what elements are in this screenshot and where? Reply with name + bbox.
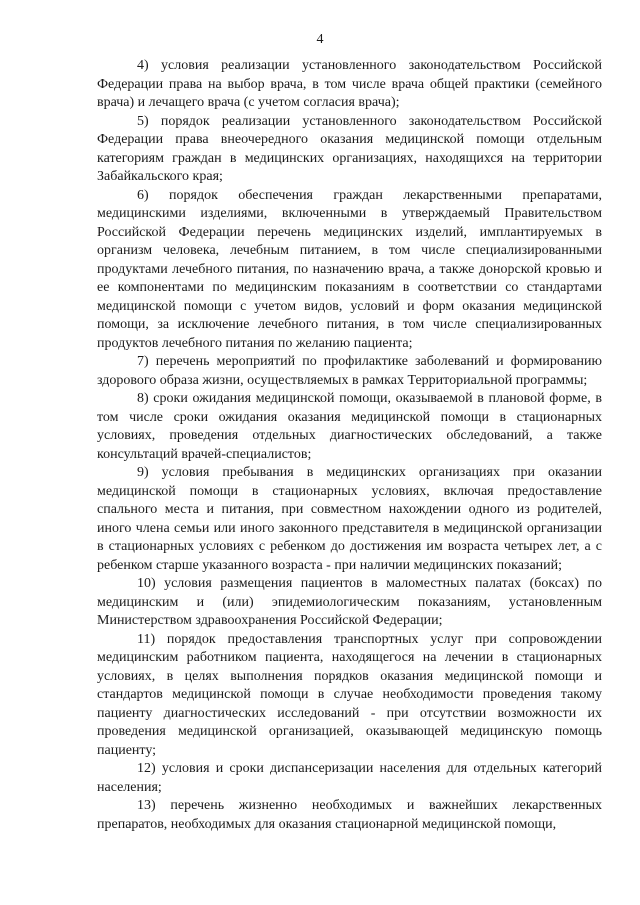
page-number: 4 <box>316 32 324 47</box>
paragraph-item-12: 12) условия и сроки диспансеризации населения для отдельных категорий населения; <box>97 761 602 795</box>
paragraph-item-11: 11) порядок предоставления транспортных услуг при сопровождении медицинским работником пациента, находящегося на лечении в стационарных условиях, в целях выполнения порядков оказания медицинской помощи и стандартов медицинской помощи в случае необходимости проведения такому пациенту диагностических исследований - при отсутствии возможности их проведения медицинской организацией, оказывающей медицинскую помощь пациенту; <box>97 631 602 758</box>
paragraph-item-7: 7) перечень мероприятий по профилактике заболеваний и формированию здорового образа жизни, осуществляемых в рамках Территориальной программы; <box>97 354 602 388</box>
paragraph-item-4: 4) условия реализации установленного законодательством Российской Федерации права на выбор врача, в том числе врача общей практики (семейного врача) и лечащего врача (с учетом согласия врача); <box>97 58 602 110</box>
document-body <box>97 57 602 834</box>
paragraph-item-8: 8) сроки ожидания медицинской помощи, оказываемой в плановой форме, в том числе сроки ожидания оказания медицинской помощи в стационарных условиях, проведения отдельных диагностических обследований, а также консультаций врачей-специалистов; <box>97 391 602 462</box>
paragraph-item-6: 6) порядок обеспечения граждан лекарственными препаратами, медицинскими изделиями, включенными в утверждаемый Правительством Российской Федерации перечень медицинских изделий, имплантируемых в организм человека, лечебным питанием, в том числе специализированными продуктами лечебного питания, по назначению врача, а также донорской кровью и ее компонентами по медицинским показаниям в соответствии со стандартами медицинской помощи с учетом видов, условий и форм оказания медицинской помощи, за исключение лечебного питания, в том числе специализированных продуктов лечебного питания по желанию пациента; <box>97 187 602 351</box>
paragraph-item-9: 9) условия пребывания в медицинских организациях при оказании медицинской помощи в стационарных условиях, включая предоставление спального места и питания, при совместном нахождении одного из родителей, иного члена семьи или иного законного представителя в медицинской организации в стационарных условиях с ребенком до достижения им возраста четырех лет, а с ребенком старше указанного возраста - при наличии медицинских показаний; <box>97 465 602 573</box>
paragraph-item-13: 13) перечень жизненно необходимых и важнейших лекарственных препаратов, необходимых для оказания стационарной медицинской помощи, <box>97 798 602 832</box>
paragraph-item-10: 10) условия размещения пациентов в маломестных палатах (боксах) по медицинским и (или) эпидемиологическим показаниям, установленным Министерством здравоохранения Российской Федерации; <box>97 576 602 628</box>
paragraph-item-5: 5) порядок реализации установленного законодательством Российской Федерации права внеочередного оказания медицинской помощи отдельным категориям граждан в медицинских организациях, находящихся на территории Забайкальского края; <box>97 113 602 184</box>
